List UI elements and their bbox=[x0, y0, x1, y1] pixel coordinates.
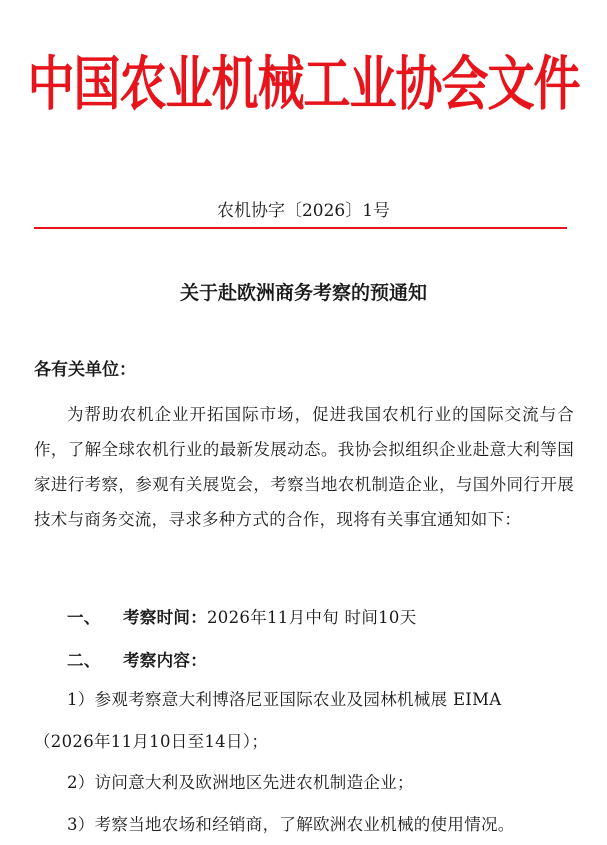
org-title: 中国农业机械工业协会文件 bbox=[27, 50, 580, 119]
section-2-number: 二、 bbox=[67, 651, 101, 670]
item-3: 3）考察当地农场和经销商，了解欧洲农业机械的使用情况。 bbox=[67, 815, 515, 834]
intro-paragraph: 为帮助农机企业开拓国际市场，促进我国农机行业的国际交流与合作，了解全球农机行业的最新发展动态。我协会拟组织企业赴意大利等国家进行考察，参观有关展览会，考察当地农机制造企业，与国外同行开展技术与商务交流，寻求多种方式的合作，现将有关事宜通知如下： bbox=[34, 405, 574, 529]
section-2-heading: 考察内容： bbox=[123, 651, 207, 670]
section-1-heading: 考察时间： bbox=[123, 608, 207, 627]
item-1-line-1: 1）参观考察意大利博洛尼亚国际农业及园林机械展 EIMA bbox=[67, 690, 502, 709]
notice-title: 关于赴欧洲商务考察的预通知 bbox=[179, 282, 427, 304]
section-1-line bbox=[34, 605, 579, 631]
red-divider-line bbox=[34, 227, 567, 229]
item-1-line-2: （2026年11月10日至14日）； bbox=[34, 732, 269, 751]
section-1-number: 一、 bbox=[67, 608, 101, 627]
section-1-text: 2026年11月中旬 时间10天 bbox=[207, 608, 417, 627]
item-2: 2）访问意大利及欧洲地区先进农机制造企业； bbox=[67, 773, 414, 792]
section-2-line bbox=[34, 648, 579, 674]
doc-number: 农机协字〔2026〕1号 bbox=[216, 201, 391, 221]
salutation: 各有关单位： bbox=[34, 360, 136, 380]
